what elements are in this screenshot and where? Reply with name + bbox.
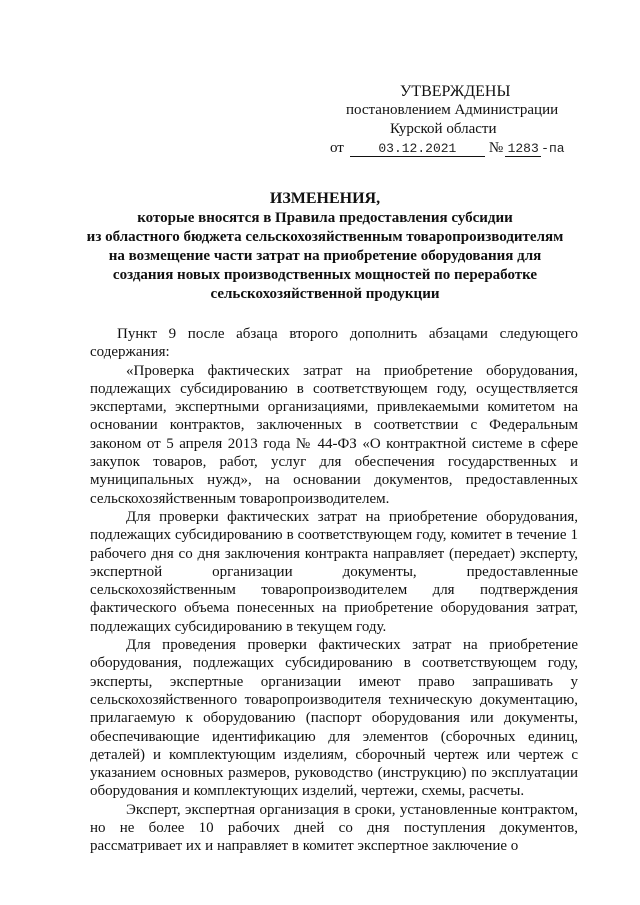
approval-number-suffix: -па (541, 141, 565, 156)
approval-number: 1283 (505, 141, 541, 157)
body-paragraph: Эксперт, экспертная организация в сроки, установленные контрактом, но не более 10 рабочих дней со дня поступления документов, рассматривает их и направляет в комитет экспертное заключение о (90, 801, 578, 855)
title-line: сельскохозяйственной продукции (210, 286, 440, 302)
approval-issuer: постановлением Администрации (346, 102, 559, 118)
document-title (60, 189, 590, 304)
body-paragraph: Пункт 9 после абзаца второго дополнить абзацами следующего содержания: (90, 326, 578, 361)
title-line: на возмещение части затрат на приобретение оборудования для (108, 248, 542, 264)
body-paragraph: Для проверки фактических затрат на приобретение оборудования, подлежащих субсидированию в соответствующем году, комитет в течение 1 рабочего дня со дня заключения контракта направляет (передает) эксперту, экспертной организации документы, предоставленные сельскохозяйственным товаропроизводителем для подтверждения фактического объема понесенных на приобретение оборудования затрат, подлежащих субсидированию в текущем году. (90, 508, 578, 635)
title-line: которые вносятся в Правила предоставления субсидии (137, 210, 513, 226)
approval-region: Курской области (390, 121, 497, 137)
title-heading: ИЗМЕНЕНИЯ, (269, 190, 381, 207)
body-paragraph: «Проверка фактических затрат на приобретение оборудования, подлежащих субсидированию в соответствующем году, осуществляется экспертами, экспертными организациями, привлекаемыми комитетом на основании контрактов, заключенных в соответствии с Федеральным законом от 5 апреля 2013 года № 44-ФЗ «О контрактной системе в сфере закупок товаров, работ, услуг для обеспечения государственных и муниципальных нужд», на основании документов, предоставленных сельскохозяйственным товаропроизводителем. (90, 362, 578, 507)
approval-date: 03.12.2021 (350, 141, 485, 157)
title-line: создания новых производственных мощностей по переработке (112, 267, 538, 283)
approval-date-number (330, 139, 610, 158)
document-body (90, 325, 578, 856)
body-paragraph: Для проведения проверки фактических затрат на приобретение оборудования, подлежащих субсидированию в соответствующем году, эксперты, экспертные организации имеют право запрашивать у сельскохозяйственного товаропроизводителя техническую документацию, прилагаемую к оборудованию (паспорт оборудования или документы, обеспечивающие идентификацию для элементов (сборочных единиц, деталей) и комплектующим изделиям, сборочный чертеж или чертеж с указанием основных размеров, руководство (инструкцию) по эксплуатации оборудования и комплектующих изделий, чертежи, схемы, расчеты. (90, 637, 578, 800)
number-prefix: № (488, 140, 504, 156)
approval-block (330, 82, 610, 158)
date-prefix: от (330, 140, 344, 156)
title-line: из областного бюджета сельскохозяйственным товаропроизводителям (86, 229, 564, 245)
approval-heading: УТВЕРЖДЕНЫ (400, 83, 511, 100)
